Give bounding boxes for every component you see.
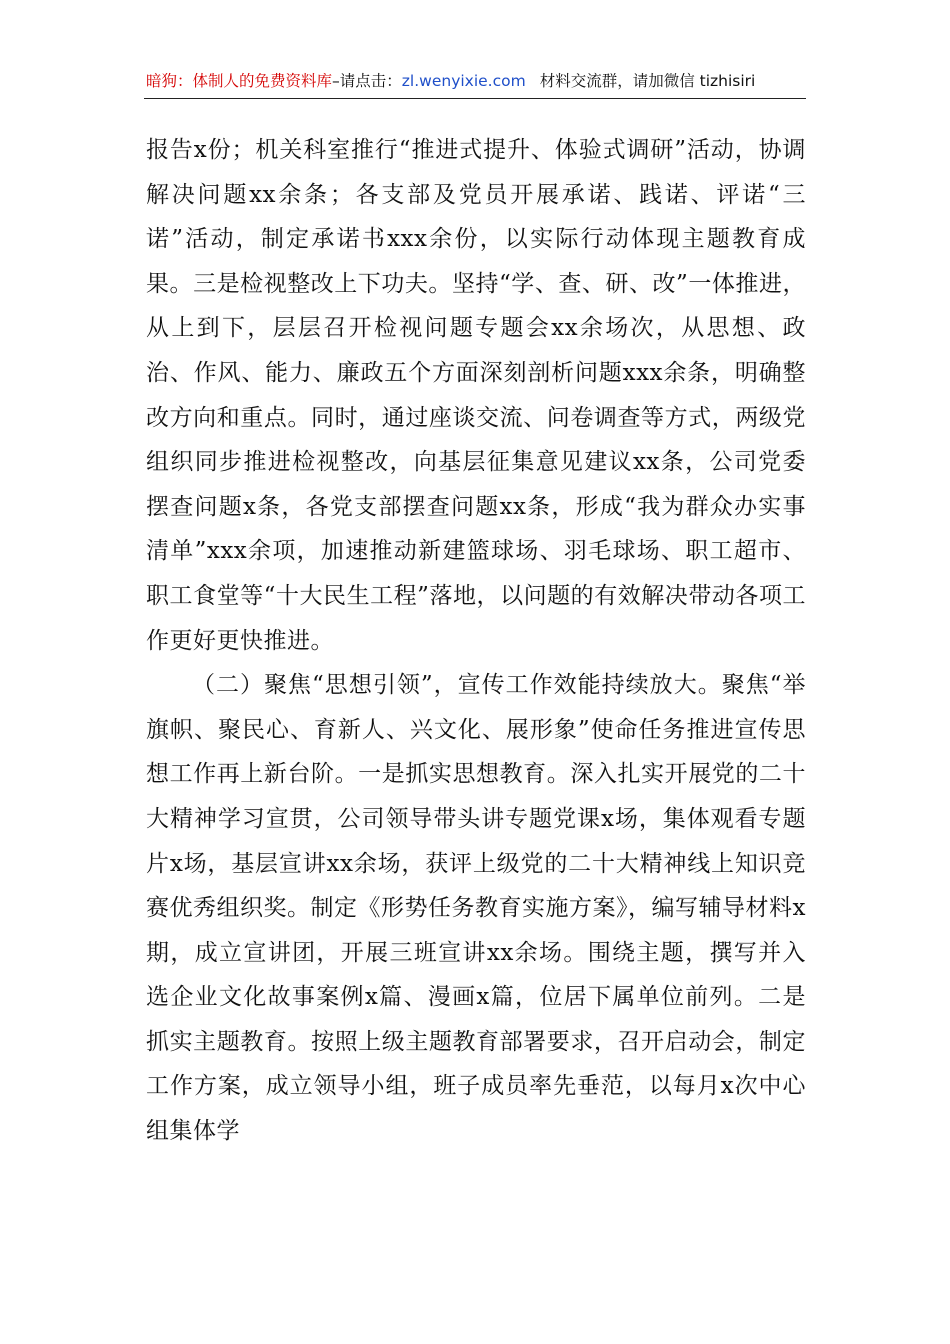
header-separator: –请点击： (332, 72, 402, 90)
body-paragraph-1: 报告x份；机关科室推行“推进式提升、体验式调研”活动，协调解决问题xx余条；各支部及党员开展承诺、践诺、评诺“三诺”活动，制定承诺书xxx余份，以实际行动体现主题教育成果。三是检视整改上下功夫。坚持“学、查、研、改”一体推进，从上到下，层层召开检视问题专题会xx余场次，从思想、政治、作风、能力、廉政五个方面深刻剖析问题xxx余条，明确整改方向和重点。同时，通过座谈交流、问卷调查等方式，两级党组织同步推进检视整改，向基层征集意见建议xx条，公司党委摆查问题x条，各党支部摆查问题xx条，形成“我为群众办实事清单”xxx余项，加速推动新建篮球场、羽毛球场、职工超市、职工食堂等“十大民生工程”落地，以问题的有效解决带动各项工作更好更快推进。 (146, 137, 806, 654)
document-body (146, 128, 806, 1154)
header-divider (144, 98, 806, 99)
site-link[interactable]: 暗狗：体制人的免费资料库 (146, 72, 333, 90)
wechat-note: 材料交流群，请加微信 tizhisiri (539, 72, 756, 90)
website-url-link[interactable]: zl.wenyixie.com (401, 72, 526, 90)
page-header (146, 70, 804, 96)
body-paragraph-2: （二）聚焦“思想引领”，宣传工作效能持续放大。聚焦“举旗帜、聚民心、育新人、兴文化、展形象”使命任务推进宣传思想工作再上新台阶。一是抓实思想教育。深入扎实开展党的二十大精神学习宣贯，公司领导带头讲专题党课x场，集体观看专题片x场，基层宣讲xx余场，获评上级党的二十大精神线上知识竞赛优秀组织奖。制定《形势任务教育实施方案》，编写辅导材料x期，成立宣讲团，开展三班宣讲xx余场。围绕主题，撰写并入选企业文化故事案例x篇、漫画x篇，位居下属单位前列。二是抓实主题教育。按照上级主题教育部署要求，召开启动会，制定工作方案，成立领导小组，班子成员率先垂范，以每月x次中心组集体学 (146, 672, 806, 1145)
